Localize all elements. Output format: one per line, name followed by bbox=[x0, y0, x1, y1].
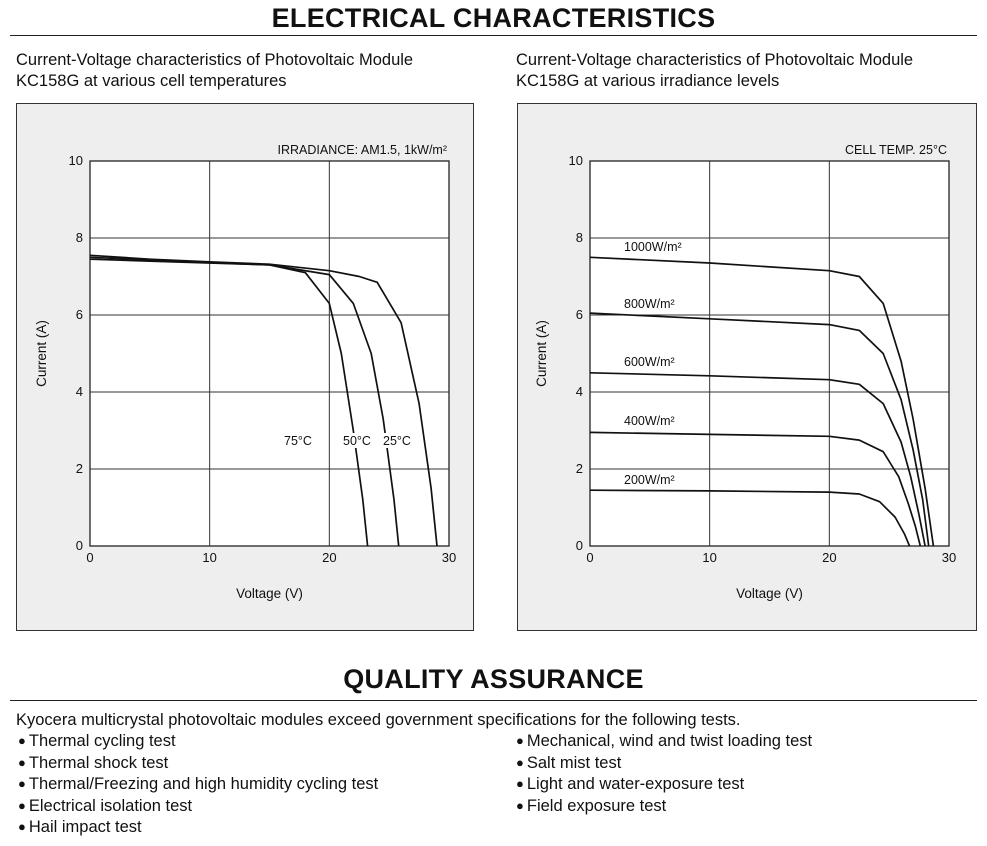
x-tick-label: 20 bbox=[822, 550, 837, 565]
right-caption-line2: KC158G at various irradiance levels bbox=[516, 72, 780, 90]
series-label: 200W/m² bbox=[624, 473, 675, 487]
x-tick-label: 0 bbox=[86, 550, 94, 565]
y-tick-label: 8 bbox=[575, 230, 583, 245]
temperature-chart-panel bbox=[16, 103, 474, 631]
series-label: 50°C bbox=[343, 434, 371, 448]
y-tick-label: 8 bbox=[75, 230, 83, 245]
qa-test-item: ● Salt mist test bbox=[516, 753, 812, 775]
series-label: 75°C bbox=[284, 434, 312, 448]
qa-test-item: ● Field exposure test bbox=[516, 796, 812, 818]
series-label: 1000W/m² bbox=[624, 240, 682, 254]
x-tick-label: 0 bbox=[586, 550, 594, 565]
x-tick-label: 30 bbox=[441, 550, 457, 565]
qa-test-item: ● Thermal cycling test bbox=[18, 731, 378, 753]
x-tick-label: 10 bbox=[202, 550, 217, 565]
page-title: ELECTRICAL CHARACTERISTICS bbox=[271, 3, 716, 33]
y-tick-label: 2 bbox=[575, 461, 583, 476]
y-axis-label: Current (A) bbox=[34, 320, 49, 387]
series-label: 400W/m² bbox=[624, 414, 675, 428]
irradiance-chart-panel bbox=[517, 103, 977, 631]
y-tick-label: 4 bbox=[75, 384, 83, 399]
x-tick-label: 20 bbox=[322, 550, 337, 565]
chart-annotation: CELL TEMP. 25°C bbox=[844, 143, 947, 157]
qa-tests-col1 bbox=[18, 731, 378, 839]
qa-test-item: ● Light and water-exposure test bbox=[516, 774, 812, 796]
temperature-iv-chart bbox=[17, 104, 475, 632]
y-tick-label: 0 bbox=[575, 538, 583, 553]
series-label: 600W/m² bbox=[624, 355, 675, 369]
x-axis-label: Voltage (V) bbox=[736, 586, 803, 601]
qa-test-item: ● Mechanical, wind and twist loading test bbox=[516, 731, 812, 753]
x-tick-label: 10 bbox=[702, 550, 717, 565]
title-rule bbox=[10, 35, 977, 36]
left-caption-line2: KC158G at various cell temperatures bbox=[16, 72, 287, 90]
qa-intro: Kyocera multicrystal photovoltaic modules exceed government specifications for the following tests. bbox=[16, 711, 741, 729]
plot-area bbox=[90, 161, 449, 546]
qa-tests-col2 bbox=[516, 731, 812, 817]
left-chart-caption bbox=[16, 50, 413, 92]
y-tick-label: 6 bbox=[75, 307, 83, 322]
qa-rule bbox=[10, 700, 977, 701]
y-tick-label: 10 bbox=[68, 153, 83, 168]
x-tick-label: 30 bbox=[941, 550, 957, 565]
qa-test-item: ● Thermal/Freezing and high humidity cycling test bbox=[18, 774, 378, 796]
y-tick-label: 2 bbox=[75, 461, 83, 476]
chart-annotation: IRRADIANCE: AM1.5, 1kW/m² bbox=[277, 143, 447, 157]
qa-title: QUALITY ASSURANCE bbox=[343, 664, 644, 694]
y-axis-label: Current (A) bbox=[534, 320, 549, 387]
right-caption-line1: Current-Voltage characteristics of Photovoltaic Module bbox=[516, 51, 914, 69]
left-caption-line1: Current-Voltage characteristics of Photovoltaic Module bbox=[16, 51, 414, 69]
series-label: 25°C bbox=[383, 434, 411, 448]
y-tick-label: 6 bbox=[575, 307, 583, 322]
qa-test-item: ● Hail impact test bbox=[18, 817, 378, 839]
right-chart-caption bbox=[516, 50, 913, 92]
series-label: 800W/m² bbox=[624, 297, 675, 311]
x-axis-label: Voltage (V) bbox=[236, 586, 303, 601]
qa-test-item: ● Thermal shock test bbox=[18, 753, 378, 775]
y-tick-label: 10 bbox=[568, 153, 583, 168]
y-tick-label: 4 bbox=[575, 384, 583, 399]
qa-test-item: ● Electrical isolation test bbox=[18, 796, 378, 818]
plot-area bbox=[590, 161, 949, 546]
y-tick-label: 0 bbox=[75, 538, 83, 553]
irradiance-iv-chart bbox=[518, 104, 978, 632]
